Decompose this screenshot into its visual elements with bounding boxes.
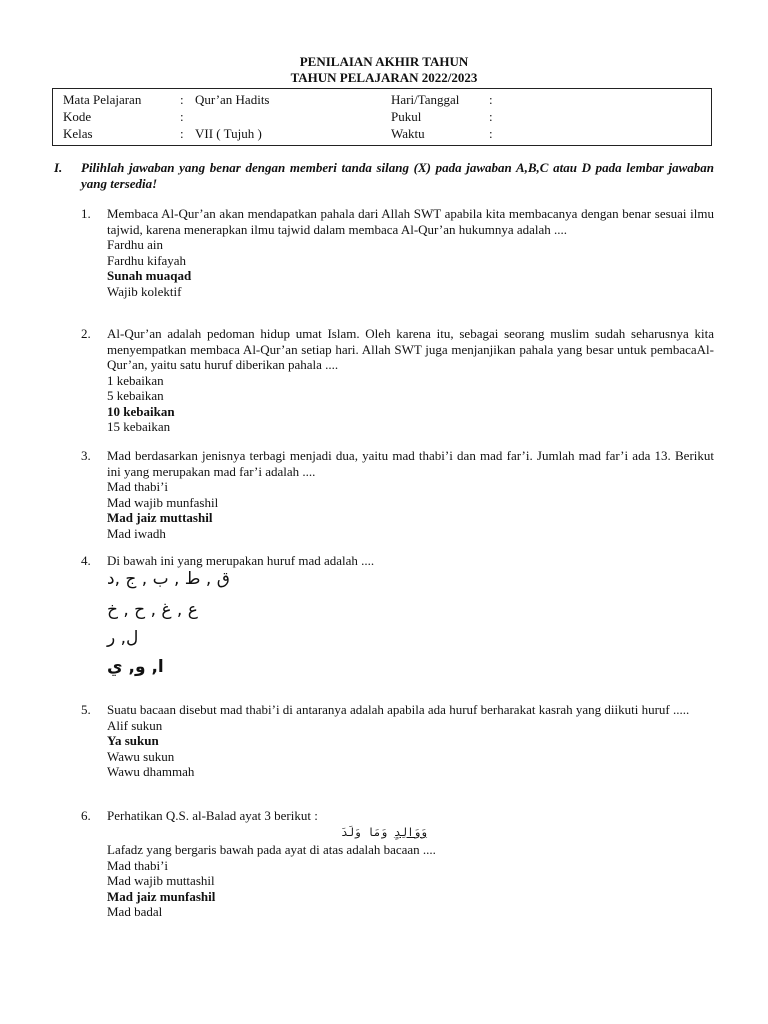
question-number: 3. bbox=[81, 448, 91, 463]
quran-verse bbox=[0, 825, 768, 841]
question-text: Mad berdasarkan jenisnya terbagi menjadi dua, yaitu mad thabi’i dan mad far’i. Jumlah mad far’i ada 13. Berikut ini yang merupakan mad far’i adalah .... bbox=[107, 448, 714, 479]
option-d: Wawu dhammah bbox=[107, 764, 195, 779]
question-number: 5. bbox=[81, 702, 91, 717]
info-colon: : bbox=[180, 109, 184, 124]
info-row-class bbox=[53, 126, 711, 143]
section-instruction: Pilihlah jawaban yang benar dengan memberi tanda silang (X) pada jawaban A,B,C atau D pada lembar jawaban yang tersedia! bbox=[81, 160, 714, 191]
option-b: Fardhu kifayah bbox=[107, 252, 187, 268]
section-number: I. bbox=[54, 160, 63, 175]
option-d: 15 kebaikan bbox=[107, 419, 171, 434]
question-text: Al-Qur’an adalah pedoman hidup umat Islam. Oleh karena itu, sebagai seorang muslim sudah seharusnya kita menyempatkan membaca Al-Qur’an setiap hari. Allah SWT juga menjanjikan pahala yang besar untuk pembacaAl-Qur’an, yaitu satu huruf diberikan pahala .... bbox=[107, 326, 714, 372]
option-c: Mad jaiz muttashil bbox=[107, 510, 213, 525]
option-a: Mad thabi’i bbox=[107, 479, 169, 494]
info-label: Mata Pelajaran bbox=[63, 92, 142, 107]
info-label-right: Waktu bbox=[391, 126, 425, 141]
option-a: Fardhu ain bbox=[107, 237, 163, 252]
question-number: 4. bbox=[81, 553, 91, 568]
option-a: Alif sukun bbox=[107, 717, 163, 733]
info-value: VII ( Tujuh ) bbox=[195, 126, 262, 141]
question-text: Suatu bacaan disebut mad thabi’i di antaranya adalah apabila ada huruf berharakat kasrah yang diikuti huruf ..... bbox=[107, 702, 690, 717]
info-row-code bbox=[53, 109, 711, 126]
option-c: Mad jaiz munfashil bbox=[107, 888, 216, 904]
option-c: Wawu sukun bbox=[107, 748, 175, 764]
exam-title: PENILAIAN AKHIR TAHUN bbox=[299, 54, 469, 69]
option-a: Mad thabi’i bbox=[107, 857, 169, 873]
info-colon-right: : bbox=[489, 126, 493, 141]
info-label: Kelas bbox=[63, 126, 93, 141]
option-d: Wajib kolektif bbox=[107, 283, 182, 299]
identity-box bbox=[52, 88, 712, 146]
info-colon-right: : bbox=[489, 92, 493, 107]
exam-year: TAHUN PELAJARAN 2022/2023 bbox=[290, 70, 478, 85]
option-b: Ya sukun bbox=[107, 733, 159, 748]
question-number: 6. bbox=[81, 808, 91, 823]
question-text-2: Lafadz yang bergaris bawah pada ayat di atas adalah bacaan .... bbox=[107, 842, 436, 857]
info-label: Kode bbox=[63, 109, 92, 124]
verse-underlined: وَوَالِدٍ bbox=[393, 826, 428, 839]
info-value: Qur’an Hadits bbox=[195, 92, 270, 107]
option-b: Mad wajib muttashil bbox=[107, 873, 215, 888]
arabic-option-d: ا, و, ي bbox=[107, 657, 164, 677]
option-d: Mad iwadh bbox=[107, 525, 166, 541]
arabic-option-b: ع , غ , ح , خ bbox=[107, 600, 198, 620]
question-text: Di bawah ini yang merupakan huruf mad adalah .... bbox=[107, 553, 375, 568]
arabic-option-c: ل, ر bbox=[107, 628, 139, 648]
option-c: 10 kebaikan bbox=[107, 403, 175, 419]
question-number: 2. bbox=[81, 326, 91, 341]
question-number: 1. bbox=[81, 206, 91, 221]
info-row-subject bbox=[53, 92, 711, 109]
option-c: Sunah muaqad bbox=[107, 268, 192, 283]
verse-rest: وَمَا وَلَدَ bbox=[340, 826, 388, 839]
question-text: Perhatikan Q.S. al-Balad ayat 3 berikut : bbox=[107, 808, 318, 823]
info-label-right: Pukul bbox=[391, 109, 422, 124]
arabic-option-a: ق , ط , ب , ج ,د bbox=[107, 569, 230, 589]
info-colon: : bbox=[180, 92, 184, 107]
option-d: Mad badal bbox=[107, 904, 163, 919]
option-b: Mad wajib munfashil bbox=[107, 494, 219, 510]
info-label-right: Hari/Tanggal bbox=[391, 92, 460, 107]
option-b: 5 kebaikan bbox=[107, 388, 164, 403]
info-colon: : bbox=[180, 126, 184, 141]
option-a: 1 kebaikan bbox=[107, 372, 164, 388]
info-colon-right: : bbox=[489, 109, 493, 124]
question-text: Membaca Al-Qur’an akan mendapatkan pahala dari Allah SWT apabila kita membacanya dengan benar sesuai ilmu tajwid, karena menerapkan ilmu tajwid dalam membaca Al-Qur’an hukumnya adalah .... bbox=[107, 206, 714, 237]
